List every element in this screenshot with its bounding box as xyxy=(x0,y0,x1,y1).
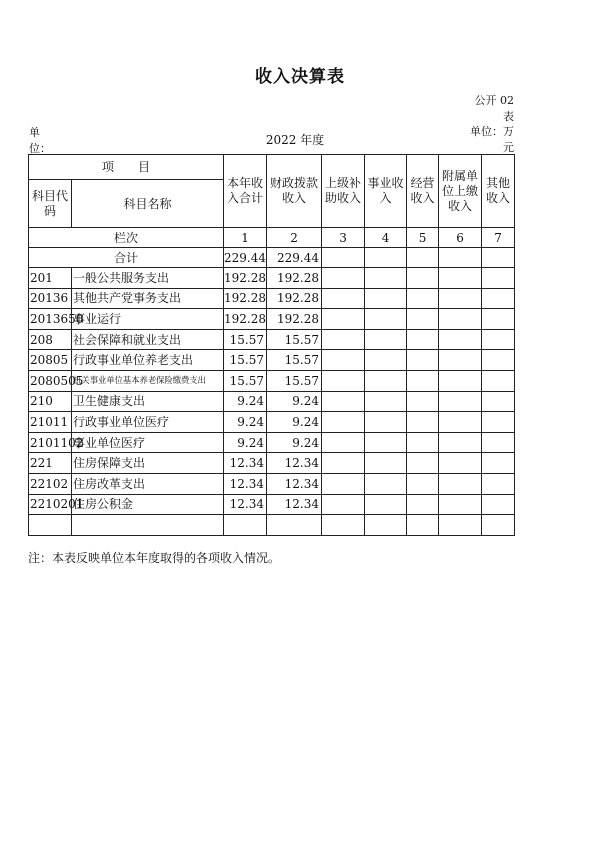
row-name xyxy=(72,515,224,536)
header-col-1: 本年收入合计 xyxy=(224,155,267,228)
row-value xyxy=(482,309,515,330)
row-value xyxy=(482,473,515,494)
row-name: 社会保障和就业支出 xyxy=(72,329,224,350)
line-number: 2 xyxy=(267,228,322,248)
row-value xyxy=(482,268,515,289)
row-value xyxy=(365,370,407,391)
fiscal-year: 2022 年度 xyxy=(265,133,325,147)
row-value xyxy=(365,288,407,309)
row-value xyxy=(407,370,439,391)
header-name: 科目名称 xyxy=(72,180,224,228)
row-value xyxy=(407,391,439,412)
row-value xyxy=(407,412,439,433)
row-value xyxy=(439,370,482,391)
row-name: 行政事业单位养老支出 xyxy=(72,350,224,371)
row-value: 12.34 xyxy=(267,473,322,494)
header-col-2: 财政拨款收入 xyxy=(267,155,322,228)
row-code: 2080505 xyxy=(29,370,72,391)
row-value xyxy=(322,391,365,412)
row-value: 15.57 xyxy=(267,350,322,371)
row-value: 9.24 xyxy=(224,432,267,453)
table-row xyxy=(29,329,515,350)
row-value xyxy=(439,432,482,453)
row-value xyxy=(322,494,365,515)
header-col-7: 其他收入 xyxy=(482,155,515,228)
row-value xyxy=(365,350,407,371)
row-value xyxy=(407,432,439,453)
row-value xyxy=(322,453,365,474)
line-number: 7 xyxy=(482,228,515,248)
row-value: 15.57 xyxy=(224,370,267,391)
total-value xyxy=(482,248,515,268)
row-value xyxy=(482,515,515,536)
row-code: 21011 xyxy=(29,412,72,433)
header-project: 项 目 xyxy=(29,155,224,180)
row-value xyxy=(322,309,365,330)
row-value: 12.34 xyxy=(224,453,267,474)
row-value: 9.24 xyxy=(267,432,322,453)
row-value xyxy=(322,370,365,391)
row-value xyxy=(407,329,439,350)
table-row xyxy=(29,432,515,453)
row-value xyxy=(482,391,515,412)
row-code: 2210201 xyxy=(29,494,72,515)
row-value: 15.57 xyxy=(224,350,267,371)
row-value xyxy=(407,473,439,494)
row-value: 192.28 xyxy=(224,288,267,309)
row-name: 机关事业单位基本养老保险缴费支出 xyxy=(72,370,224,391)
row-value xyxy=(482,350,515,371)
row-value xyxy=(365,329,407,350)
row-value xyxy=(439,329,482,350)
row-code: 221 xyxy=(29,453,72,474)
row-code: 2013650 xyxy=(29,309,72,330)
row-value xyxy=(439,391,482,412)
table-row xyxy=(29,473,515,494)
form-number: 公开 02 表 xyxy=(474,94,514,123)
row-value xyxy=(439,268,482,289)
row-value xyxy=(322,288,365,309)
row-value: 192.28 xyxy=(267,309,322,330)
line-number: 1 xyxy=(224,228,267,248)
unit-label-right: 单位：万元 xyxy=(470,125,514,154)
row-value xyxy=(439,350,482,371)
row-value: 12.34 xyxy=(224,494,267,515)
total-value: 229.44 xyxy=(224,248,267,268)
row-value: 192.28 xyxy=(267,288,322,309)
row-value: 12.34 xyxy=(224,473,267,494)
total-value xyxy=(407,248,439,268)
row-value xyxy=(407,309,439,330)
row-value: 15.57 xyxy=(267,329,322,350)
row-value xyxy=(482,453,515,474)
row-value xyxy=(365,412,407,433)
row-name: 行政事业单位医疗 xyxy=(72,412,224,433)
total-value: 229.44 xyxy=(267,248,322,268)
row-value xyxy=(439,309,482,330)
row-value xyxy=(482,494,515,515)
header-code: 科目代码 xyxy=(29,180,72,228)
row-value xyxy=(322,350,365,371)
row-code: 208 xyxy=(29,329,72,350)
row-value xyxy=(407,350,439,371)
table-row xyxy=(29,350,515,371)
row-name: 其他共产党事务支出 xyxy=(72,288,224,309)
row-value xyxy=(322,515,365,536)
row-value xyxy=(439,288,482,309)
row-value xyxy=(407,268,439,289)
row-value xyxy=(322,268,365,289)
row-value xyxy=(267,515,322,536)
row-code: 20805 xyxy=(29,350,72,371)
row-code xyxy=(29,515,72,536)
line-number: 5 xyxy=(407,228,439,248)
row-value xyxy=(439,412,482,433)
row-value xyxy=(407,515,439,536)
line-number: 4 xyxy=(365,228,407,248)
row-value xyxy=(482,432,515,453)
row-value: 15.57 xyxy=(267,370,322,391)
total-value xyxy=(322,248,365,268)
footnote: 注：本表反映单位本年度取得的各项收入情况。 xyxy=(28,551,281,565)
row-code: 201 xyxy=(29,268,72,289)
row-value xyxy=(365,268,407,289)
row-value: 9.24 xyxy=(224,412,267,433)
row-name: 事业运行 xyxy=(72,309,224,330)
header-col-4: 事业收入 xyxy=(365,155,407,228)
row-name: 住房改革支出 xyxy=(72,473,224,494)
total-value xyxy=(439,248,482,268)
row-value: 192.28 xyxy=(267,268,322,289)
row-value xyxy=(365,473,407,494)
row-value: 9.24 xyxy=(267,391,322,412)
table-row xyxy=(29,494,515,515)
row-value xyxy=(365,309,407,330)
row-value xyxy=(482,288,515,309)
total-value xyxy=(365,248,407,268)
income-table xyxy=(28,154,515,536)
row-value xyxy=(365,515,407,536)
row-value xyxy=(482,412,515,433)
row-name: 住房公积金 xyxy=(72,494,224,515)
header-col-3: 上级补助收入 xyxy=(322,155,365,228)
row-value xyxy=(439,473,482,494)
row-value xyxy=(439,453,482,474)
line-number: 6 xyxy=(439,228,482,248)
row-value: 12.34 xyxy=(267,494,322,515)
table-row xyxy=(29,288,515,309)
table-row xyxy=(29,412,515,433)
row-value: 15.57 xyxy=(224,329,267,350)
unit-label-left: 单位： xyxy=(29,126,51,155)
row-value xyxy=(407,288,439,309)
row-value xyxy=(322,329,365,350)
row-name: 住房保障支出 xyxy=(72,453,224,474)
table-row xyxy=(29,370,515,391)
row-value xyxy=(322,432,365,453)
row-value xyxy=(365,432,407,453)
table-row xyxy=(29,391,515,412)
row-value xyxy=(322,473,365,494)
row-name: 一般公共服务支出 xyxy=(72,268,224,289)
row-value xyxy=(407,453,439,474)
header-col-5: 经营收入 xyxy=(407,155,439,228)
row-code: 2101102 xyxy=(29,432,72,453)
line-label: 栏次 xyxy=(29,228,224,248)
row-value xyxy=(365,453,407,474)
row-value: 192.28 xyxy=(224,268,267,289)
row-code: 210 xyxy=(29,391,72,412)
row-value: 9.24 xyxy=(267,412,322,433)
row-value xyxy=(322,412,365,433)
row-value: 192.28 xyxy=(224,309,267,330)
row-value: 12.34 xyxy=(267,453,322,474)
header-col-6: 附属单位上缴收入 xyxy=(439,155,482,228)
row-name: 事业单位医疗 xyxy=(72,432,224,453)
table-row xyxy=(29,268,515,289)
row-code: 22102 xyxy=(29,473,72,494)
row-value: 9.24 xyxy=(224,391,267,412)
table-row xyxy=(29,309,515,330)
page-title: 收入决算表 xyxy=(255,67,345,87)
row-value xyxy=(407,494,439,515)
table-row xyxy=(29,515,515,536)
line-number: 3 xyxy=(322,228,365,248)
row-code: 20136 xyxy=(29,288,72,309)
total-label: 合计 xyxy=(29,248,224,268)
table-row xyxy=(29,453,515,474)
row-value xyxy=(365,494,407,515)
row-value xyxy=(365,391,407,412)
row-value xyxy=(482,329,515,350)
row-value xyxy=(482,370,515,391)
row-value xyxy=(439,494,482,515)
row-value xyxy=(439,515,482,536)
row-value xyxy=(224,515,267,536)
row-name: 卫生健康支出 xyxy=(72,391,224,412)
